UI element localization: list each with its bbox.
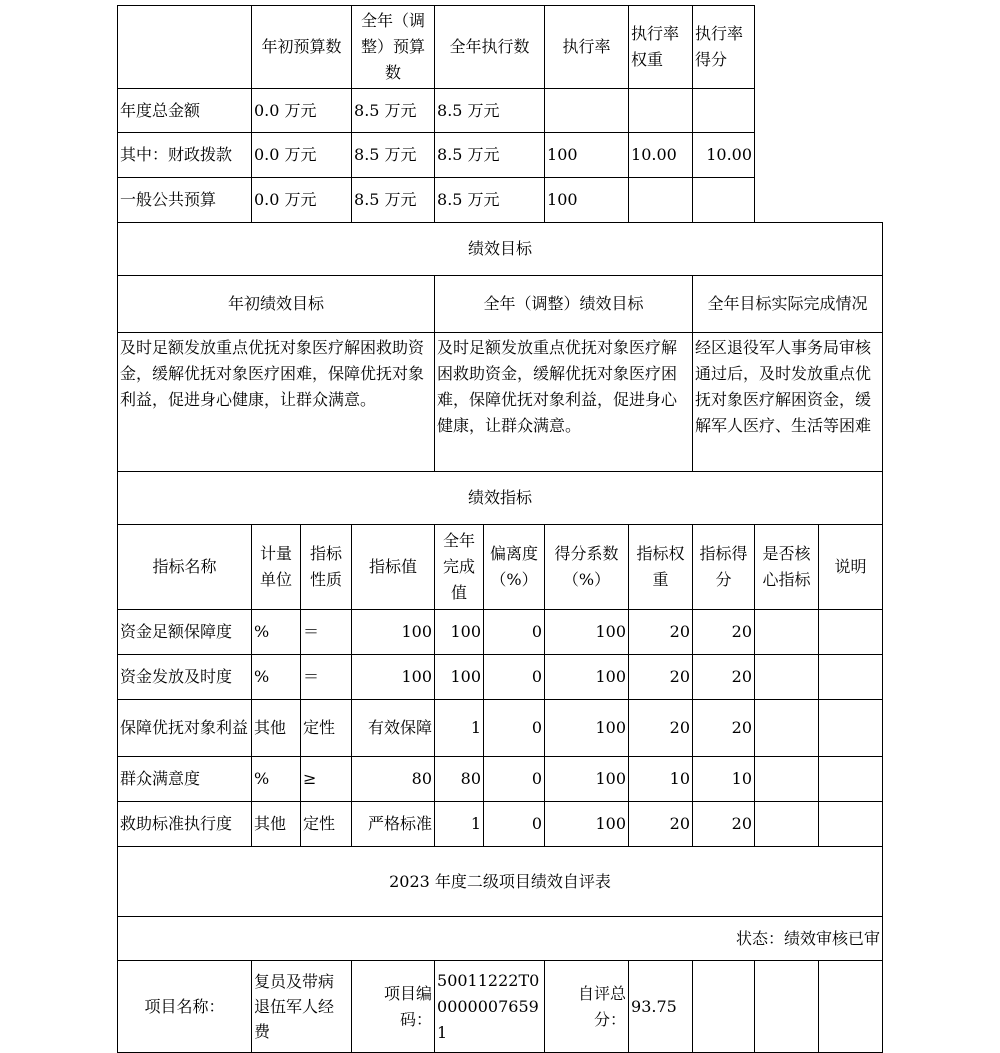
project-blank-1 xyxy=(693,961,755,1053)
budget-rate: 100 xyxy=(545,178,629,223)
header-executed: 全年执行数 xyxy=(435,6,545,89)
header-exec-rate: 执行率 xyxy=(545,6,629,89)
goals-title-row xyxy=(118,223,883,276)
ind-coef: 100 xyxy=(545,700,629,757)
header-adjusted-budget: 全年（调整）预算数 xyxy=(352,6,435,89)
ind-deviation: 0 xyxy=(484,655,545,700)
ind-unit: % xyxy=(252,757,301,802)
ind-coef: 100 xyxy=(545,655,629,700)
project-row xyxy=(118,961,883,1053)
project-blank-2 xyxy=(755,961,819,1053)
ind-core xyxy=(755,802,819,847)
ind-note xyxy=(819,700,883,757)
ind-deviation: 0 xyxy=(484,757,545,802)
goal-adjusted-header: 全年（调整）绩效目标 xyxy=(435,276,693,333)
goal-actual-header: 全年目标实际完成情况 xyxy=(693,276,883,333)
ind-deviation: 0 xyxy=(484,610,545,655)
budget-header-blank xyxy=(118,6,252,89)
ind-header-note: 说明 xyxy=(819,525,883,610)
budget-score xyxy=(693,178,755,223)
goal-initial-header: 年初绩效目标 xyxy=(118,276,435,333)
ind-core xyxy=(755,700,819,757)
budget-weight xyxy=(629,178,693,223)
budget-rate xyxy=(545,89,629,133)
ind-deviation: 0 xyxy=(484,700,545,757)
ind-note xyxy=(819,757,883,802)
budget-executed: 8.5 万元 xyxy=(435,178,545,223)
ind-score: 20 xyxy=(693,610,755,655)
budget-weight xyxy=(629,89,693,133)
indicators-header-row xyxy=(118,525,883,610)
ind-note xyxy=(819,802,883,847)
ind-weight: 10 xyxy=(629,757,693,802)
project-code-value: 50011222T000000076591 xyxy=(435,961,545,1053)
ind-core xyxy=(755,655,819,700)
project-blank-3 xyxy=(819,961,883,1053)
ind-name: 群众满意度 xyxy=(118,757,252,802)
budget-row-name: 其中：财政拨款 xyxy=(118,133,252,178)
ind-target: 有效保障 xyxy=(352,700,435,757)
goals-header-row xyxy=(118,276,883,333)
project-name-label: 项目名称： xyxy=(118,961,252,1053)
ind-header-score: 指标得分 xyxy=(693,525,755,610)
ind-score: 20 xyxy=(693,700,755,757)
ind-weight: 20 xyxy=(629,700,693,757)
ind-actual: 1 xyxy=(435,700,484,757)
indicators-title-row xyxy=(118,472,883,525)
ind-weight: 20 xyxy=(629,802,693,847)
form-title-row xyxy=(118,847,883,917)
ind-target: 100 xyxy=(352,655,435,700)
budget-initial: 0.0 万元 xyxy=(252,178,352,223)
budget-executed: 8.5 万元 xyxy=(435,89,545,133)
self-score-value: 93.75 xyxy=(629,961,693,1053)
ind-nature: ＝ xyxy=(301,655,352,700)
budget-score xyxy=(693,89,755,133)
budget-initial: 0.0 万元 xyxy=(252,89,352,133)
ind-note xyxy=(819,655,883,700)
ind-target: 80 xyxy=(352,757,435,802)
ind-unit: 其他 xyxy=(252,700,301,757)
ind-header-core: 是否核心指标 xyxy=(755,525,819,610)
header-initial-budget: 年初预算数 xyxy=(252,6,352,89)
indicator-row xyxy=(118,757,883,802)
project-name-value: 复员及带病退伍军人经费 xyxy=(252,961,352,1053)
form-title: 2023 年度二级项目绩效自评表 xyxy=(118,847,883,917)
ind-core xyxy=(755,757,819,802)
budget-initial: 0.0 万元 xyxy=(252,133,352,178)
ind-actual: 80 xyxy=(435,757,484,802)
ind-header-unit: 计量单位 xyxy=(252,525,301,610)
ind-coef: 100 xyxy=(545,610,629,655)
budget-header-row xyxy=(118,6,883,89)
ind-weight: 20 xyxy=(629,655,693,700)
ind-name: 资金足额保障度 xyxy=(118,610,252,655)
ind-unit: % xyxy=(252,655,301,700)
ind-nature: 定性 xyxy=(301,700,352,757)
budget-row-fiscal xyxy=(118,133,883,178)
ind-nature: ≥ xyxy=(301,757,352,802)
ind-name: 保障优抚对象利益 xyxy=(118,700,252,757)
ind-header-target: 指标值 xyxy=(352,525,435,610)
indicator-row xyxy=(118,610,883,655)
ind-name: 资金发放及时度 xyxy=(118,655,252,700)
ind-nature: ＝ xyxy=(301,610,352,655)
budget-adjusted: 8.5 万元 xyxy=(352,89,435,133)
indicator-row xyxy=(118,700,883,757)
ind-target: 100 xyxy=(352,610,435,655)
evaluation-table xyxy=(117,5,883,1053)
budget-score: 10.00 xyxy=(693,133,755,178)
self-score-label: 自评总分： xyxy=(545,961,629,1053)
budget-row-name: 年度总金额 xyxy=(118,89,252,133)
budget-executed: 8.5 万元 xyxy=(435,133,545,178)
header-rate-score: 执行率得分 xyxy=(693,6,755,89)
goal-adjusted-text: 及时足额发放重点优抚对象医疗解困救助资金，缓解优抚对象医疗困难，保障优抚对象利益，促进身心健康，让群众满意。 xyxy=(435,333,693,472)
status-row xyxy=(118,917,883,961)
ind-score: 10 xyxy=(693,757,755,802)
budget-weight: 10.00 xyxy=(629,133,693,178)
budget-row-name: 一般公共预算 xyxy=(118,178,252,223)
ind-actual: 100 xyxy=(435,610,484,655)
ind-nature: 定性 xyxy=(301,802,352,847)
ind-core xyxy=(755,610,819,655)
indicator-row xyxy=(118,802,883,847)
header-rate-weight: 执行率权重 xyxy=(629,6,693,89)
ind-header-deviation: 偏离度（%） xyxy=(484,525,545,610)
budget-row-total xyxy=(118,89,883,133)
goal-actual-text: 经区退役军人事务局审核通过后，及时发放重点优抚对象医疗解困资金，缓解军人医疗、生活等困难 xyxy=(693,333,883,472)
ind-name: 救助标准执行度 xyxy=(118,802,252,847)
ind-actual: 100 xyxy=(435,655,484,700)
ind-header-actual: 全年完成值 xyxy=(435,525,484,610)
ind-header-coef: 得分系数（%） xyxy=(545,525,629,610)
review-status: 状态：绩效审核已审 xyxy=(118,917,883,961)
ind-score: 20 xyxy=(693,802,755,847)
ind-coef: 100 xyxy=(545,757,629,802)
ind-header-weight: 指标权重 xyxy=(629,525,693,610)
ind-unit: 其他 xyxy=(252,802,301,847)
goals-section-title: 绩效目标 xyxy=(118,223,883,276)
ind-coef: 100 xyxy=(545,802,629,847)
project-code-label: 项目编码： xyxy=(352,961,435,1053)
budget-rate: 100 xyxy=(545,133,629,178)
budget-adjusted: 8.5 万元 xyxy=(352,178,435,223)
budget-row-general xyxy=(118,178,883,223)
ind-note xyxy=(819,610,883,655)
ind-score: 20 xyxy=(693,655,755,700)
evaluation-form xyxy=(117,5,882,1053)
ind-actual: 1 xyxy=(435,802,484,847)
ind-weight: 20 xyxy=(629,610,693,655)
ind-header-name: 指标名称 xyxy=(118,525,252,610)
budget-adjusted: 8.5 万元 xyxy=(352,133,435,178)
indicator-row xyxy=(118,655,883,700)
ind-unit: % xyxy=(252,610,301,655)
ind-deviation: 0 xyxy=(484,802,545,847)
goal-initial-text: 及时足额发放重点优抚对象医疗解困救助资金，缓解优抚对象医疗困难，保障优抚对象利益，促进身心健康，让群众满意。 xyxy=(118,333,435,472)
indicators-section-title: 绩效指标 xyxy=(118,472,883,525)
ind-target: 严格标准 xyxy=(352,802,435,847)
goals-content-row xyxy=(118,333,883,472)
ind-header-nature: 指标性质 xyxy=(301,525,352,610)
